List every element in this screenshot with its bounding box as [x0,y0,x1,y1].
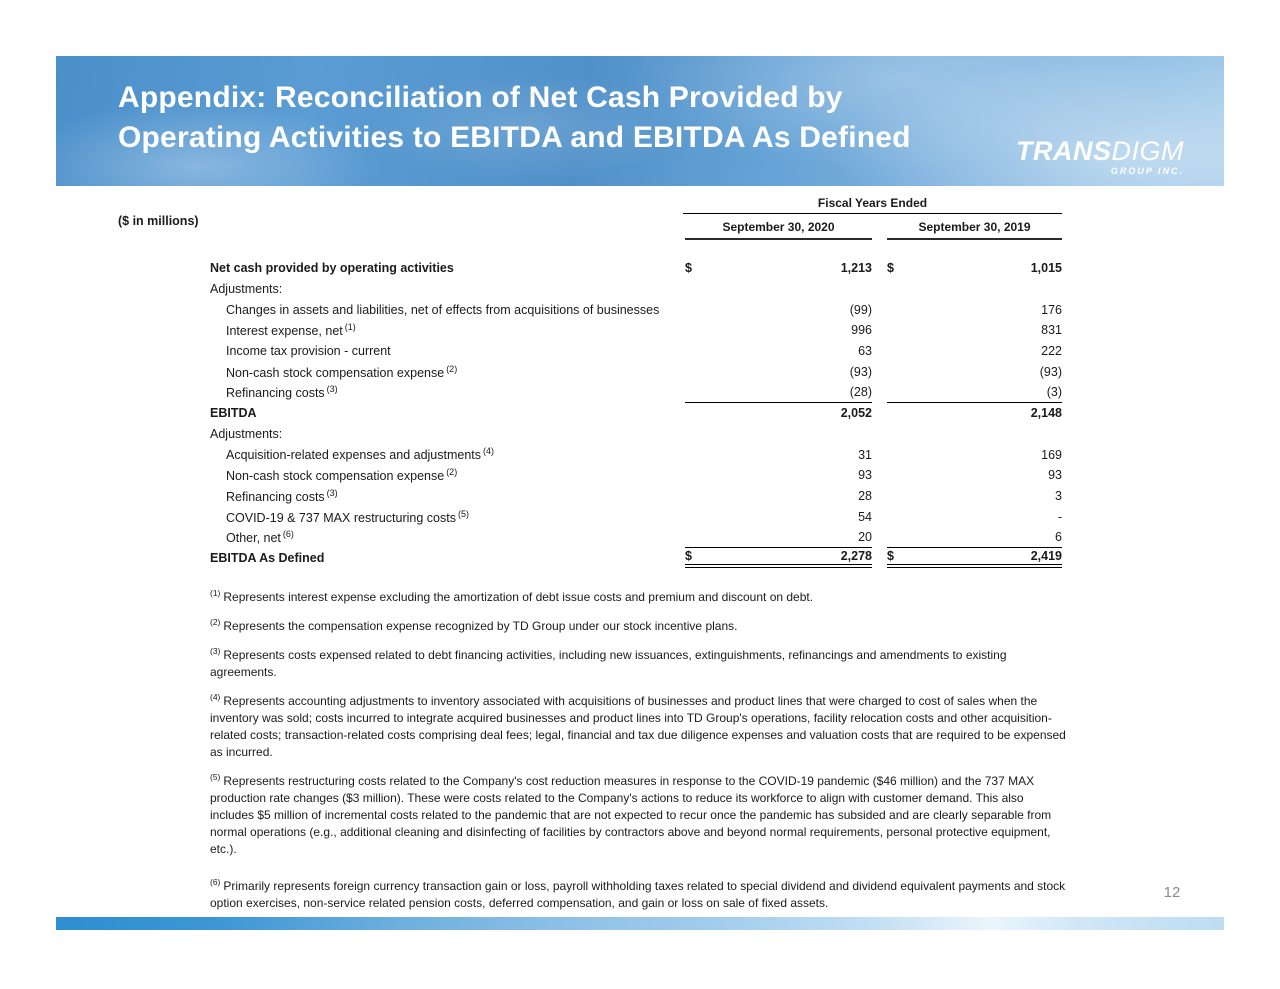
value-2019 [887,341,1062,362]
footnote: $^{(3)}$ Represents costs expensed related to debt financing activities, including new issuances, extinguishments, refinancings and amendments to existing agreements. [210,646,1007,679]
footnote-number: (5) [210,772,221,782]
cell-value: (28) [849,384,872,399]
value-2019 [887,279,1062,300]
value-2019 [887,382,1062,403]
value-2019 [887,444,1062,465]
row-label: Refinancing costs $^{(3)}$ [226,384,338,401]
footnote-number: (6) [210,877,221,887]
value-2019 [887,527,1062,548]
table-row [210,444,1062,465]
table-row [210,403,1062,424]
table-row [210,527,1062,548]
table-row [210,341,1062,362]
slide-title-line1: Appendix: Reconciliation of Net Cash Provided by [118,81,843,114]
value-2019 [887,403,1062,424]
footnote-number: (4) [210,692,221,702]
cell-value: (3) [1046,384,1062,399]
value-2019 [887,465,1062,486]
value-2020 [685,424,872,445]
cell-value: (93) [1039,364,1062,379]
footnotes [210,585,1070,920]
cell-value: 93 [858,468,872,483]
logo-wordmark [1016,138,1184,165]
value-2020 [685,527,872,548]
table-row [210,548,1062,569]
dollar-sign: $ [887,548,894,563]
row-label: Non-cash stock compensation expense $^{(2)}$ [226,467,458,484]
cell-value: 169 [1041,447,1062,462]
value-2020 [685,486,872,507]
row-label: Interest expense, net $^{(1)}$ [226,322,356,339]
value-2019 [887,320,1062,341]
cell-value: 1,213 [840,261,872,276]
col-header-2020: September 30, 2020 [685,220,872,240]
cell-value: 93 [1048,468,1062,483]
table-row [210,299,1062,320]
cell-value: 3 [1055,488,1062,503]
row-label: Other, net $^{(6)}$ [226,529,294,546]
cell-value: 2,052 [840,406,872,421]
row-label: EBITDA As Defined [210,550,325,565]
row-label: Income tax provision - current [226,344,391,359]
fiscal-years-header: Fiscal Years Ended [683,196,1062,214]
cell-value: (93) [849,364,872,379]
cell-value: 1,015 [1030,261,1062,276]
logo-trans: TRANS [1016,136,1112,166]
row-label: EBITDA [210,406,257,421]
value-2020 [685,299,872,320]
dollar-sign: $ [685,548,692,563]
value-2019 [887,424,1062,445]
cell-value: 2,419 [1030,548,1062,563]
cell-value: 28 [858,488,872,503]
table-row [210,382,1062,403]
value-2019 [887,548,1062,569]
table-row [210,486,1062,507]
table-row [210,320,1062,341]
transdigm-logo [1016,138,1184,176]
row-label: Changes in assets and liabilities, net of effects from acquisitions of businesses [226,302,660,317]
cell-value: 831 [1041,323,1062,338]
table-row [210,424,1062,445]
cell-value: 176 [1041,302,1062,317]
value-2019 [887,361,1062,382]
value-2020 [685,361,872,382]
table-row [210,465,1062,486]
value-2019 [887,299,1062,320]
page-number: 12 [1163,884,1181,901]
value-2020 [685,506,872,527]
banner [56,56,1224,186]
row-label: COVID-19 & 737 MAX restructuring costs $^{(5)}$ [226,508,469,525]
col-header-2019: September 30, 2019 [887,220,1062,240]
cell-value: 31 [858,447,872,462]
row-label: Net cash provided by operating activities [210,261,454,276]
value-2020 [685,465,872,486]
value-2020 [685,548,872,569]
row-label: Refinancing costs $^{(3)}$ [226,487,338,504]
value-2019 [887,506,1062,527]
slide-title-line2: Operating Activities to EBITDA and EBITDA As Defined [118,121,911,154]
footnote-number: (2) [210,617,221,627]
bottom-accent-bar [56,917,1224,930]
value-2020 [685,444,872,465]
row-label: Acquisition-related expenses and adjustments $^{(4)}$ [226,446,495,463]
slide-title [118,78,911,158]
footnote: $^{(4)}$ Represents accounting adjustments to inventory associated with acquisitions of businesses and product lines that were charged to cost of sales when the inventory was sold; costs incurred to integrate acquired businesses and product lines into TD Group's operations, facility relocation costs and other acquisition-related costs; transaction-related costs comprising deal fees; legal, financial and tax due diligence expenses and valuation costs that are required to be expensed as incurred. [210,692,1066,759]
row-label: Adjustments: [210,426,283,441]
value-2020 [685,258,872,279]
value-2020 [685,403,872,424]
logo-group-inc: GROUP INC. [1110,166,1184,176]
dollar-sign: $ [887,261,894,276]
footnote: $^{(2)}$ Represents the compensation expense recognized by TD Group under our stock incentive plans. [210,617,738,633]
value-2019 [887,486,1062,507]
row-label: Non-cash stock compensation expense $^{(2)}$ [226,363,458,380]
logo-digm: DIGM [1111,136,1184,166]
units-label: ($ in millions) [118,214,199,228]
table-row [210,506,1062,527]
value-2020 [685,382,872,403]
footnote: $^{(6)}$ Primarily represents foreign currency transaction gain or loss, payroll withholding taxes related to special dividend and dividend equivalent payments and stock option exercises, non-service related pension costs, deferred compensation, and gain or loss on sale of fixed assets. [210,877,1066,910]
table-row [210,279,1062,300]
cell-value: 54 [858,509,872,524]
footnote: $^{(1)}$ Represents interest expense excluding the amortization of debt issue costs and premium and discount on debt. [210,588,814,604]
cell-value: 2,148 [1030,406,1062,421]
table-rows [210,258,1062,568]
cell-value: 2,278 [840,548,872,563]
dollar-sign: $ [685,261,692,276]
value-2020 [685,279,872,300]
cell-value: 20 [858,529,872,544]
footnote-number: (1) [210,588,221,598]
cell-value: 6 [1055,529,1062,544]
value-2020 [685,341,872,362]
cell-value: (99) [849,302,872,317]
table-row [210,258,1062,279]
row-label: Adjustments: [210,282,283,297]
footnote-number: (3) [210,646,221,656]
footnote: $^{(5)}$ Represents restructuring costs related to the Company's cost reduction measures in response to the COVID-19 pandemic ($46 million) and the 737 MAX production rate changes ($3 million). These were costs related to the Company's actions to reduce its workforce to align with customer demand. This also includes $5 million of incremental costs related to the pandemic that are not expected to recur once the pandemic has subsided and are clearly separable from normal operations (e.g., additional cleaning and disinfecting of facilities by contractors above and beyond normal requirements, personal protective equipment, etc.). [210,772,1052,856]
table-row [210,361,1062,382]
cell-value: 63 [858,344,872,359]
cell-value: 222 [1041,344,1062,359]
value-2020 [685,320,872,341]
value-2019 [887,258,1062,279]
cell-value: 996 [851,323,872,338]
cell-value: - [1057,509,1062,524]
